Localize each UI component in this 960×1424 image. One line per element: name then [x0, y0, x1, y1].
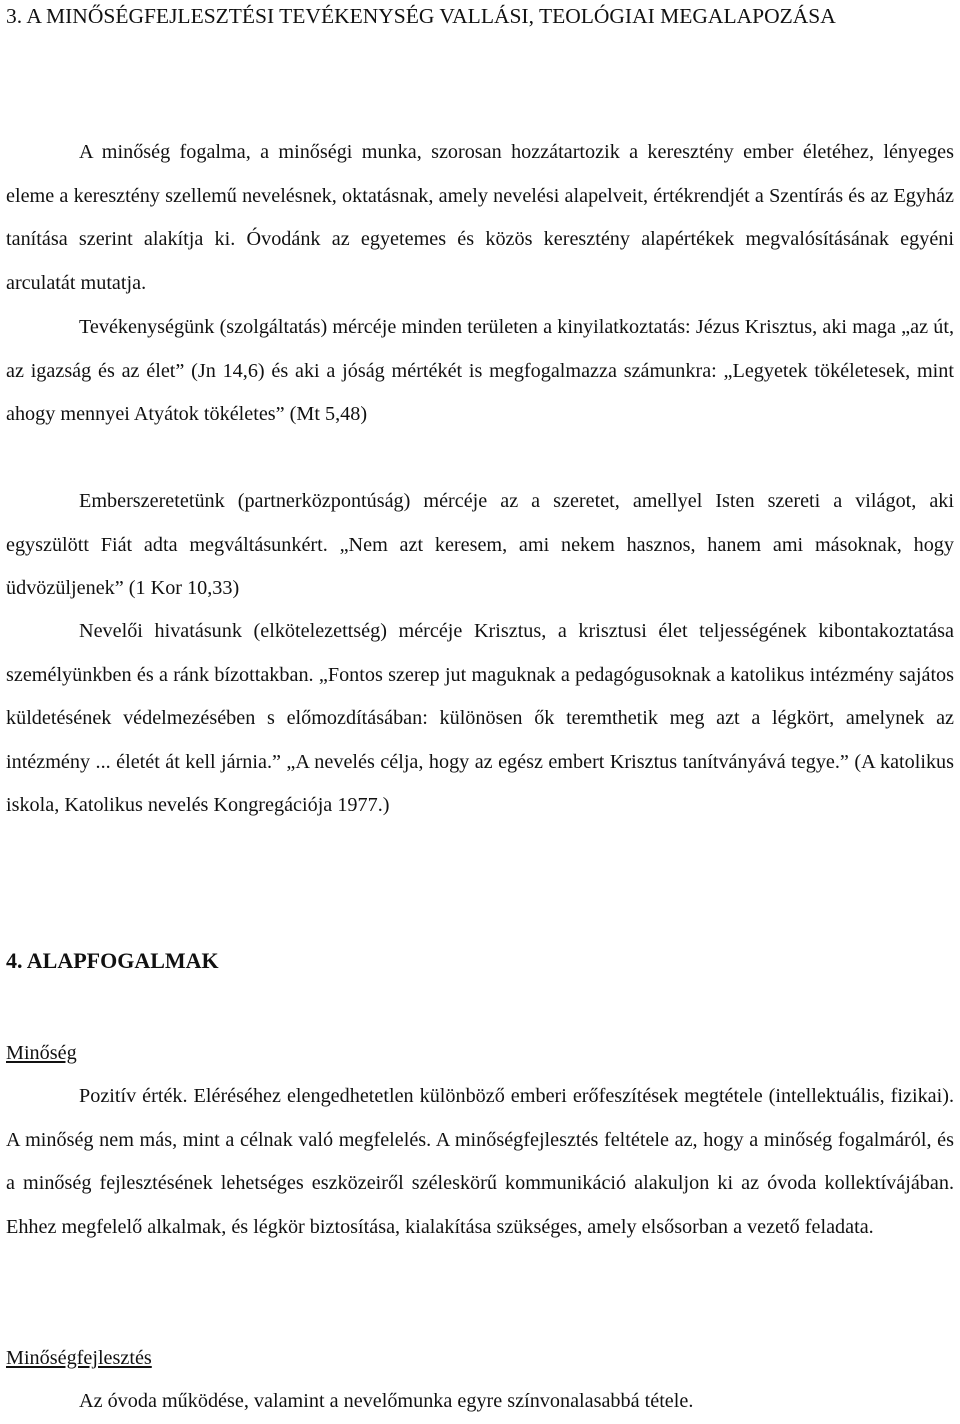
section-4-heading: 4. ALAPFOGALMAK	[6, 948, 219, 973]
section-3-heading: 3. A MINŐSÉGFEJLESZTÉSI TEVÉKENYSÉG VALLÁSI, TEOLÓGIAI MEGALAPOZÁSA	[6, 4, 836, 28]
definition-quality: Pozitív érték. Eléréséhez elengedhetetlen különböző emberi erőfeszítések megtétele (intellektuális, fizikai). A minőség nem más, mint a célnak való megfelelés. A minőségfejlesztés feltétele az, hogy a minőség fogalmáról, és a minőség fejlesztésének lehetséges eszközeiről széleskörű kommunikáció alakuljon ki az óvoda kollektívájában. Ehhez megfelelő alkalmak, és légkör biztosítása, kialakítása szükséges, amely elsősorban a vezető feladata.	[6, 1085, 954, 1238]
paragraph-love-measure: Emberszeretetünk (partnerközpontúság) mércéje az a szeretet, amellyel Isten szereti a világot, aki egyszülött Fiát adta megváltásunkért. „Nem azt keresem, ami nekem hasznos, hanem ami másoknak, hogy üdvözüljenek” (1 Kor 10,33)	[6, 490, 954, 600]
definition-quality-development: Az óvoda működése, valamint a nevelőmunka egyre színvonalasabbá tétele.	[79, 1390, 694, 1412]
paragraph-quality-concept: A minőség fogalma, a minőségi munka, szorosan hozzátartozik a keresztény ember életéhez, lényeges eleme a keresztény szellemű nevelésnek, oktatásnak, amely nevelési alapelveit, értékrendjét a Szentírás és az Egyház tanítása szerint alakítja ki. Óvodánk az egyetemes és közös keresztény alapértékek megvalósításának egyéni arculatát mutatja.	[6, 141, 954, 294]
paragraph-activity-measure: Tevékenységünk (szolgáltatás) mércéje minden területen a kinyilatkoztatás: Jézus Krisztus, aki maga „az út, az igazság és az élet” (Jn 14,6) és aki a jóság mértékét is megfogalmazza számunkra: „Legyetek tökéletesek, mint ahogy mennyei Atyátok tökéletes” (Mt 5,48)	[6, 316, 954, 426]
term-heading-quality-development: Minőségfejlesztés	[6, 1347, 152, 1369]
paragraph-vocation-measure: Nevelői hivatásunk (elkötelezettség) mércéje Krisztus, a krisztusi élet teljességének kibontakoztatása személyünkben és a ránk bízottakban. „Fontos szerep jut maguknak a pedagógusoknak a katolikus intézmény sajátos küldetésének védelmezésében s előmozdításában: különösen ők teremthetik meg azt a légkört, amelynek az intézmény ... életét át kell járnia.” „A nevelés célja, hogy az egész embert Krisztus tanítványává tegye.” (A katolikus iskola, Katolikus nevelés Kongregációja 1977.)	[6, 620, 954, 817]
term-heading-quality: Minőség	[6, 1042, 77, 1064]
